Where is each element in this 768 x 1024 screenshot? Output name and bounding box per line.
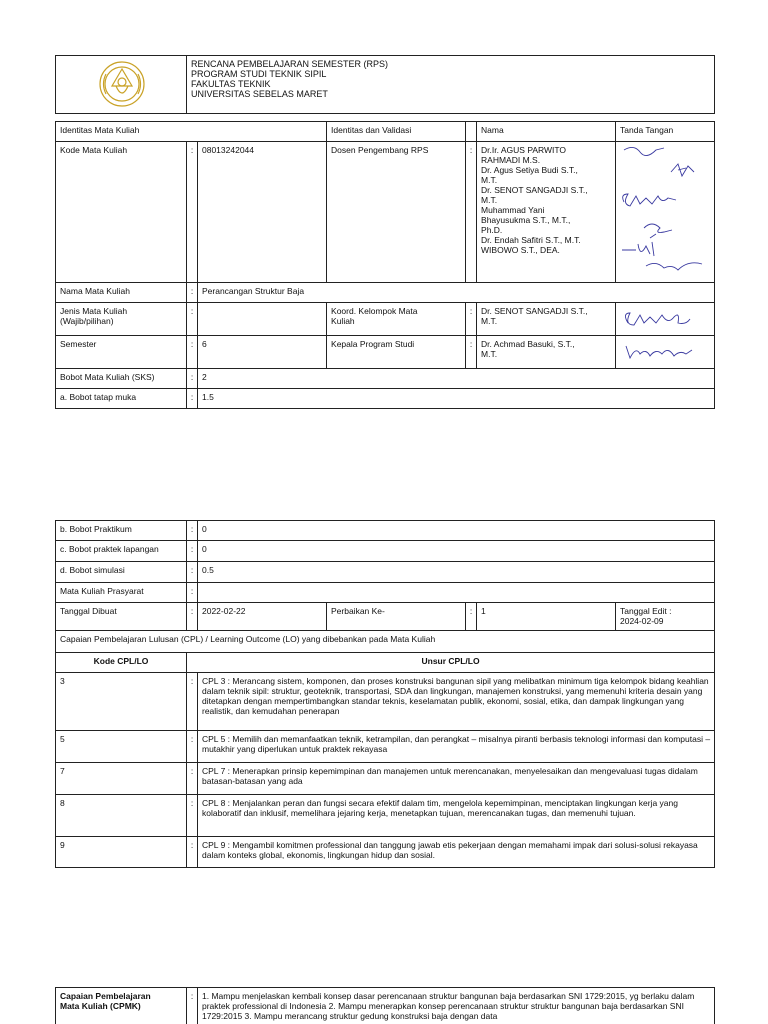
colon: : bbox=[187, 673, 198, 731]
identitas-mk-header: Identitas Mata Kuliah bbox=[56, 122, 327, 142]
kaprodi-signature-cell bbox=[616, 336, 715, 369]
cpl-code: 8 bbox=[56, 795, 187, 837]
blank-cell bbox=[466, 122, 477, 142]
nama-header: Nama bbox=[477, 122, 616, 142]
colon: : bbox=[187, 603, 198, 631]
semester-label: Semester bbox=[56, 336, 187, 369]
colon: : bbox=[187, 521, 198, 541]
university-logo bbox=[56, 56, 187, 111]
cpmk-table bbox=[55, 987, 715, 1024]
cpl-code: 3 bbox=[56, 673, 187, 731]
header-line-2: PROGRAM STUDI TEKNIK SIPIL bbox=[191, 69, 327, 79]
colon: : bbox=[187, 283, 198, 303]
signature-images bbox=[616, 142, 715, 280]
prasyarat-label: Mata Kuliah Prasyarat bbox=[56, 583, 187, 603]
colon: : bbox=[187, 763, 198, 795]
kode-mk-label: Kode Mata Kuliah bbox=[56, 142, 187, 283]
colon: : bbox=[187, 541, 198, 562]
bobot-praktikum-value: 0 bbox=[198, 521, 715, 541]
colon: : bbox=[187, 583, 198, 603]
colon: : bbox=[187, 562, 198, 583]
cpl-text: CPL 9 : Mengambil komitmen professional dan tanggung jawab etis pekerjaan dengan memahami impak dari solusi-solusi rekayasa dalam konteks global, ekonomis, lingkungan hidup dan sosial. bbox=[198, 837, 715, 868]
bobot-praktikum-label: b. Bobot Praktikum bbox=[56, 521, 187, 541]
cpmk-label: Capaian Pembelajaran Mata Kuliah (CPMK) bbox=[56, 988, 187, 1024]
bobot-tatap-value: 1.5 bbox=[198, 389, 715, 409]
identitas-validasi-header: Identitas dan Validasi bbox=[327, 122, 466, 142]
cpl-heading: Capaian Pembelajaran Lulusan (CPL) / Learning Outcome (LO) yang dibebankan pada Mata Kuliah bbox=[56, 631, 715, 653]
kode-mk-value: 08013242044 bbox=[198, 142, 327, 283]
bobot-lapangan-label: c. Bobot praktek lapangan bbox=[56, 541, 187, 562]
identitas-table bbox=[55, 121, 715, 409]
signatures-cell bbox=[616, 142, 715, 283]
tanggal-edit: Tanggal Edit : 2024-02-09 bbox=[616, 603, 715, 631]
bobot-lapangan-value: 0 bbox=[198, 541, 715, 562]
bobot-simulasi-value: 0.5 bbox=[198, 562, 715, 583]
kaprodi-label: Kepala Program Studi bbox=[327, 336, 466, 369]
colon: : bbox=[187, 837, 198, 868]
perbaikan-value: 1 bbox=[477, 603, 616, 631]
cpl-text: CPL 8 : Menjalankan peran dan fungsi secara efektif dalam tim, mengelola kepemimpinan, menciptakan lingkungan kerja yang kolaboratif dan inklusif, memelihara jejaring kerja, menetapkan tujuan, merencanakan tugas, dan memenuhi tujuan. bbox=[198, 795, 715, 837]
header-line-3: FAKULTAS TEKNIK bbox=[191, 79, 271, 89]
cpl-text: CPL 3 : Merancang sistem, komponen, dan proses konstruksi bangunan sipil yang melibatkan minimum tiga kelompok bidang keahlian dalam teknik sipil: struktur, geoteknik, transportasi, SDA dan lingkungan, manajemen konstruksi, yang memenuhi kriteria desain yang ditetapkan dengan mempertimbangkan standar teknis, keselamatan publik, ekonomi, sosial, etika, dan dampak lingkungan yang realistik, dan kemudahan penerapan bbox=[198, 673, 715, 731]
colon: : bbox=[187, 988, 198, 1024]
nama-mk-label: Nama Mata Kuliah bbox=[56, 283, 187, 303]
cpmk-text: 1. Mampu menjelaskan kembali konsep dasar perencanaan struktur bangunan baja berdasarkan SNI 1729:2015, yg berlaku dalam praktek professional di Indonesia 2. Mampu menerapkan konsep perencanaan struktur struktur bangunan baja berdasarkan SNI 1729:2015 3. Mampu merancang struktur gedung konstruksi baja dengan data bbox=[198, 988, 715, 1024]
colon: : bbox=[187, 731, 198, 763]
colon: : bbox=[187, 303, 198, 336]
tanggal-dibuat-label: Tanggal Dibuat bbox=[56, 603, 187, 631]
semester-value: 6 bbox=[198, 336, 327, 369]
bobot-tatap-label: a. Bobot tatap muka bbox=[56, 389, 187, 409]
header-line-4: UNIVERSITAS SEBELAS MARET bbox=[191, 89, 328, 99]
kode-cpl-header: Kode CPL/LO bbox=[56, 653, 187, 673]
cpl-text: CPL 7 : Menerapkan prinsip kepemimpinan dan manajemen untuk merencanakan, menyelesaikan dan mengevaluasi tugas didalam batasan-batasan yang ada bbox=[198, 763, 715, 795]
colon: : bbox=[187, 389, 198, 409]
koord-label: Koord. Kelompok Mata Kuliah bbox=[327, 303, 466, 336]
prasyarat-value bbox=[198, 583, 715, 603]
unsur-cpl-header: Unsur CPL/LO bbox=[187, 653, 715, 673]
cpl-code: 5 bbox=[56, 731, 187, 763]
colon: : bbox=[466, 603, 477, 631]
kaprodi-signature bbox=[616, 336, 715, 366]
cpl-table bbox=[55, 520, 715, 868]
jenis-mk-value bbox=[198, 303, 327, 336]
colon: : bbox=[466, 142, 477, 283]
bobot-sks-label: Bobot Mata Kuliah (SKS) bbox=[56, 369, 187, 389]
logo-cell bbox=[56, 56, 187, 114]
colon: : bbox=[187, 369, 198, 389]
colon: : bbox=[187, 142, 198, 283]
kaprodi-name: Dr. Achmad Basuki, S.T., M.T. bbox=[477, 336, 616, 369]
perbaikan-label: Perbaikan Ke- bbox=[327, 603, 466, 631]
cpl-code: 7 bbox=[56, 763, 187, 795]
dosen-pengembang-label: Dosen Pengembang RPS bbox=[327, 142, 466, 283]
colon: : bbox=[187, 795, 198, 837]
tanda-tangan-header: Tanda Tangan bbox=[616, 122, 715, 142]
cpl-text: CPL 5 : Memilih dan memanfaatkan teknik, ketrampilan, dan perangkat – misalnya piranti berbasis teknologi informasi dan komputasi – mutakhir yang diperlukan untuk praktek rekayasa bbox=[198, 731, 715, 763]
cpl-code: 9 bbox=[56, 837, 187, 868]
nama-mk-value: Perancangan Struktur Baja bbox=[198, 283, 715, 303]
tanggal-dibuat-value: 2022-02-22 bbox=[198, 603, 327, 631]
colon: : bbox=[466, 303, 477, 336]
colon: : bbox=[466, 336, 477, 369]
jenis-mk-label: Jenis Mata Kuliah (Wajib/pilihan) bbox=[56, 303, 187, 336]
bobot-sks-value: 2 bbox=[198, 369, 715, 389]
koord-signature bbox=[616, 303, 715, 333]
koord-signature-cell bbox=[616, 303, 715, 336]
dosen-names: Dr.Ir. AGUS PARWITO RAHMADI M.S. Dr. Agus Setiya Budi S.T., M.T. Dr. SENOT SANGADJI S.T., M.T. Muhammad Yani Bhayusukma S.T., M.T., Ph.D. Dr. Endah Safitri S.T., M.T. WIBOWO S.T., DEA. bbox=[477, 142, 616, 283]
header-table bbox=[55, 55, 715, 114]
bobot-simulasi-label: d. Bobot simulasi bbox=[56, 562, 187, 583]
koord-name: Dr. SENOT SANGADJI S.T., M.T. bbox=[477, 303, 616, 336]
header-line-1: RENCANA PEMBELAJARAN SEMESTER (RPS) bbox=[191, 59, 389, 69]
header-titles bbox=[187, 56, 715, 114]
colon: : bbox=[187, 336, 198, 369]
